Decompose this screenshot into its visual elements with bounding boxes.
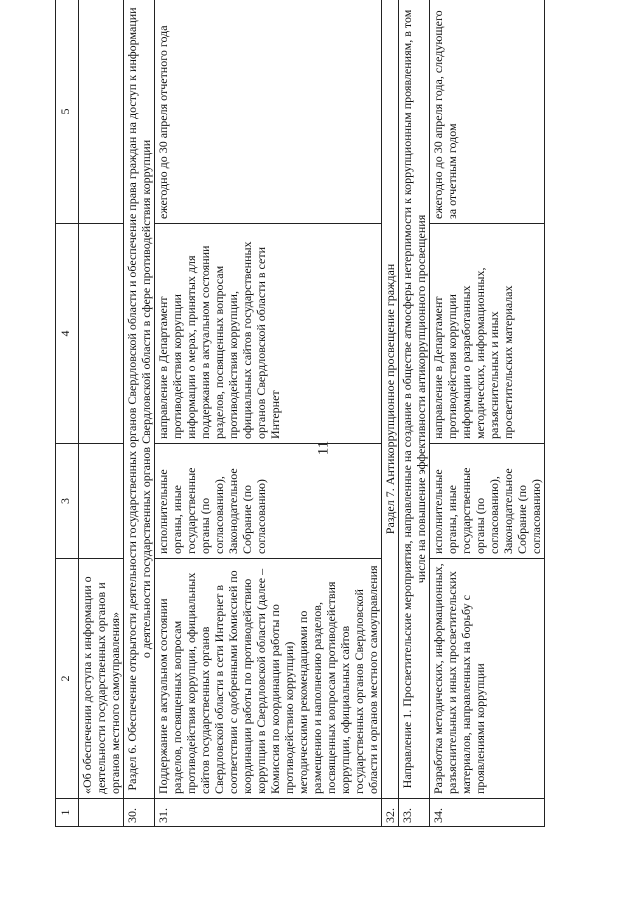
- section-row: [399, 0, 430, 827]
- result-cell: направление в Департамент противодействия коррупции информации о разработанных методических, информационных, разъяснительных и иных просветительских материалах: [430, 224, 545, 444]
- measure-cell: «Об обеспечении доступа к информации о деятельности государственных органов и органов местного самоуправления»: [79, 559, 124, 799]
- section-row: [382, 0, 399, 827]
- deadline-cell: ежегодно до 30 апреля отчетного года: [155, 0, 382, 224]
- table-row: [430, 0, 545, 827]
- header-col-2: 2: [56, 559, 79, 799]
- header-col-1: 1: [56, 799, 79, 827]
- header-col-4: 4: [56, 224, 79, 444]
- measure-cell: Поддержание в актуальном состоянии разделов, посвященных вопросам противодействия коррупции, официальных сайтов государственных органов Свердловской области в сети Интернет в соответствии с одобренными Комиссией по координации работы по противодействию коррупции в Свердловской области (далее – Комиссия по координации работы по противодействию коррупции) методическими рекомендациями по размещению и наполнению разделов, посвященных вопросам противодействия коррупции, официальных сайтов государственных органов Свердловской области и органов местного самоуправления: [155, 559, 382, 799]
- section-title: Раздел 6. Обеспечение открытости деятельности государственных органов Свердловской области и обеспечение права граждан на доступ к информации о деятельности государственных органов Свердловской области в сфере противодействия коррупции: [124, 0, 155, 799]
- page-number: 11: [315, 440, 332, 456]
- row-number-cell: [79, 799, 124, 827]
- section-title: Раздел 7. Антикоррупционное просвещение граждан: [382, 0, 399, 799]
- table-row: [155, 0, 382, 827]
- plan-table: [55, 0, 545, 827]
- section-row: [124, 0, 155, 827]
- measure-cell: Разработка методических, информационных, разъяснительных и иных просветительских материалов, направленных на борьбу с проявлениями коррупции: [430, 559, 545, 799]
- executor-cell: исполнительные органы, иные государственные органы (по согласованию), Законодательное Собрание (по согласованию): [430, 444, 545, 559]
- result-cell: направление в Департамент противодействия коррупции информации о мерах, принятых для поддержания в актуальном состоянии разделов, посвященных вопросам противодействия коррупции, официальных сайтов государственных органов Свердловской области в сети Интернет: [155, 224, 382, 444]
- table-row: [79, 0, 124, 827]
- section-title: Направление 1. Просветительские мероприятия, направленные на создание в обществе атмосферы нетерпимости к коррупционным проявлениям, в том числе на повышение эффективности антикоррупционного просвещения: [399, 0, 430, 799]
- row-number-cell: 32.: [382, 799, 399, 827]
- rotated-table-container: [55, 0, 555, 827]
- executor-cell: [79, 444, 124, 559]
- row-number-cell: 34.: [430, 799, 545, 827]
- header-row: [56, 0, 79, 827]
- deadline-cell: [79, 0, 124, 224]
- row-number-cell: 33.: [399, 799, 430, 827]
- executor-cell: исполнительные органы, иные государственные органы (по согласованию), Законодательное Собрание (по согласованию): [155, 444, 382, 559]
- row-number-cell: 30.: [124, 799, 155, 827]
- row-number-cell: 31.: [155, 799, 382, 827]
- result-cell: [79, 224, 124, 444]
- header-col-3: 3: [56, 444, 79, 559]
- deadline-cell: ежегодно до 30 апреля года, следующего за отчетным годом: [430, 0, 545, 224]
- header-col-5: 5: [56, 0, 79, 224]
